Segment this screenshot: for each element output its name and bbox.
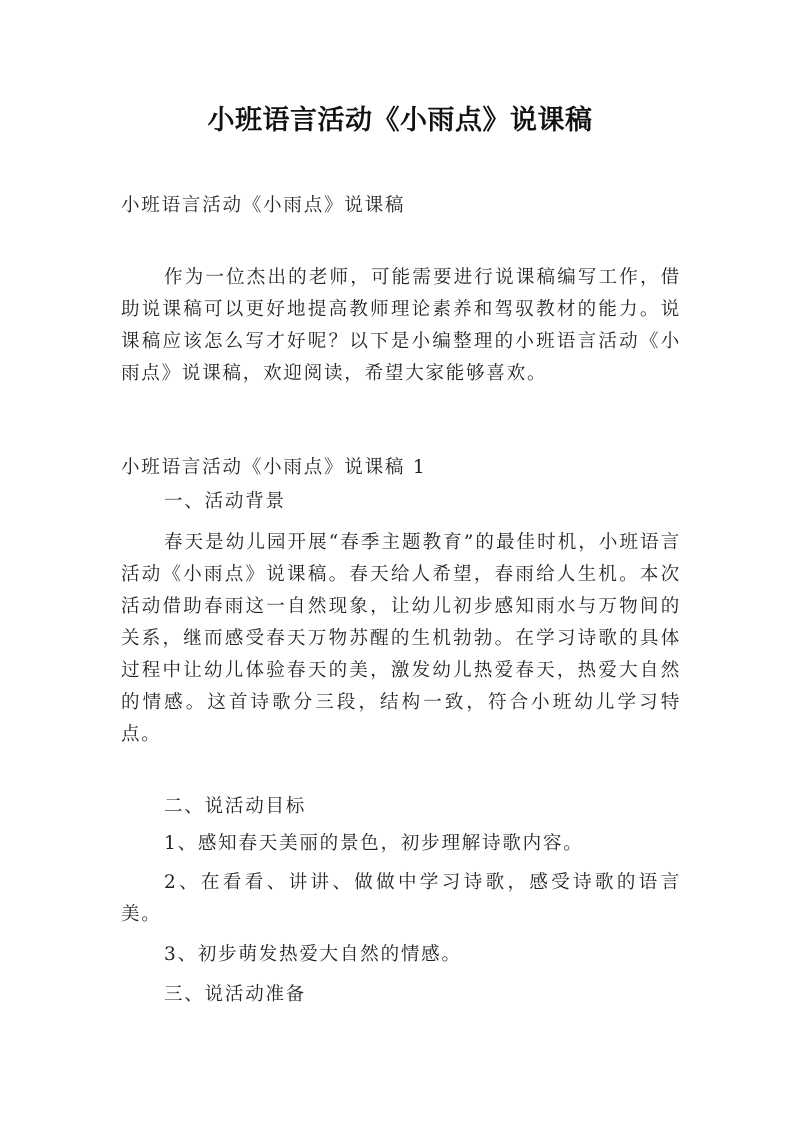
section-heading: 小班语言活动《小雨点》说课稿 1 <box>121 457 427 478</box>
intro-paragraph: 作为一位杰出的老师，可能需要进行说课稿编写工作，借助说课稿可以更好地提高教师理论素养和驾驭教材的能力。说课稿应该怎么写才好呢？以下是小编整理的小班语言活动《小雨点》说课稿，欢迎阅读，希望大家能够喜欢。 <box>121 267 681 384</box>
goal-item-1: 1、感知春天美丽的景色，初步理解诗歌内容。 <box>164 833 584 854</box>
document-title: 小班语言活动《小雨点》说课稿 <box>207 105 593 136</box>
heading-activity-preparation: 三、说活动准备 <box>164 984 307 1005</box>
goal-item-2: 2、在看看、讲讲、做做中学习诗歌，感受诗歌的语言美。 <box>121 872 681 925</box>
goal-item-3: 3、初步萌发热爱大自然的情感。 <box>164 944 462 965</box>
document-subtitle: 小班语言活动《小雨点》说课稿 <box>121 195 406 216</box>
background-paragraph: 春天是幼儿园开展“春季主题教育”的最佳时机，小班语言活动《小雨点》说课稿。春天给人希望，春雨给人生机。本次活动借助春雨这一自然现象，让幼儿初步感知雨水与万物间的关系，继而感受春天万物苏醒的生机勃勃。在学习诗歌的具体过程中让幼儿体验春天的美，激发幼儿热爱春天，热爱大自然的情感。这首诗歌分三段，结构一致，符合小班幼儿学习特点。 <box>121 532 681 745</box>
heading-activity-background: 一、活动背景 <box>164 491 286 512</box>
heading-activity-goals: 二、说活动目标 <box>164 796 307 817</box>
